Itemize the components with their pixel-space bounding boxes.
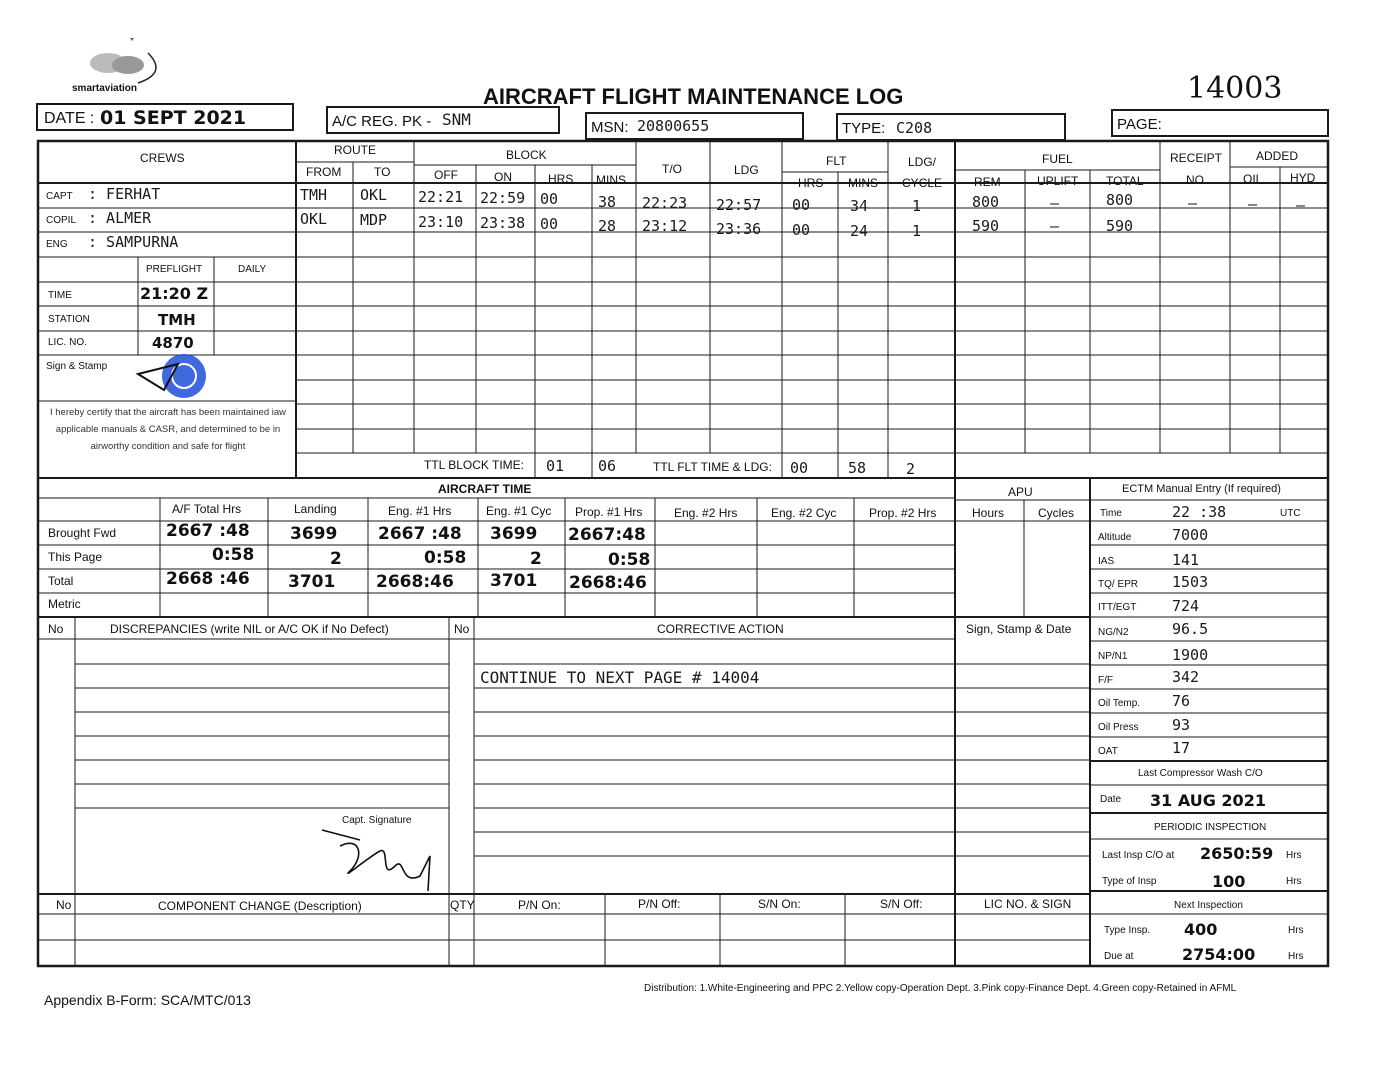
lic-label: LIC. NO. xyxy=(48,337,87,348)
bf-eng1-cyc: 3699 xyxy=(490,524,538,544)
route-header: ROUTE xyxy=(334,143,376,157)
type-insp-label: Type of Insp xyxy=(1102,876,1157,887)
flt-hrs-header: HRS xyxy=(798,176,824,190)
ttl-block-label: TTL BLOCK TIME: xyxy=(424,458,525,472)
ectm-time-value: 22 :38 xyxy=(1172,503,1227,521)
row1-uplift: – xyxy=(1050,194,1060,212)
next-type-hrs: Hrs xyxy=(1288,925,1304,936)
preflight-label: PREFLIGHT xyxy=(146,264,203,275)
type-label: TYPE: xyxy=(842,120,886,137)
eng-name: : SAMPURNA xyxy=(88,233,179,251)
block-header: BLOCK xyxy=(506,148,547,162)
row1-from: TMH xyxy=(300,186,328,204)
oil-header: OIL xyxy=(1243,172,1263,186)
comp-desc-header: COMPONENT CHANGE (Description) xyxy=(158,899,362,913)
row1-ldg: 22:57 xyxy=(716,196,762,214)
row2-total: 590 xyxy=(1106,217,1134,235)
row1-flt-hrs: 00 xyxy=(792,196,811,214)
tot-prop1-hrs: 2668:46 xyxy=(569,573,647,593)
sign-stamp-label: Sign & Stamp xyxy=(46,361,108,372)
row1-to: OKL xyxy=(360,186,388,204)
ectm-oiltemp-label: Oil Temp. xyxy=(1098,698,1141,709)
periodic-label: PERIODIC INSPECTION xyxy=(1154,822,1267,833)
to-header: TO xyxy=(374,165,391,179)
time-label: TIME xyxy=(48,290,72,301)
row1-on: 22:59 xyxy=(480,189,526,207)
sn-off-header: S/N Off: xyxy=(880,897,923,911)
lic-sign-header: LIC NO. & SIGN xyxy=(984,897,1072,911)
corr-no-header: No xyxy=(454,622,470,636)
comp-no-header: No xyxy=(56,898,72,912)
capt-signature-label: Capt. Signature xyxy=(342,815,412,826)
next-inspection-label: Next Inspection xyxy=(1174,900,1243,911)
ectm-ng-value: 96.5 xyxy=(1172,620,1209,638)
ectm-ias-value: 141 xyxy=(1172,551,1200,569)
corrective-header: CORRECTIVE ACTION xyxy=(657,622,784,636)
disc-no-header: No xyxy=(48,622,64,636)
total-header: TOTAL xyxy=(1106,174,1144,188)
ectm-alt-label: Altitude xyxy=(1098,532,1132,543)
capt-label: CAPT xyxy=(46,191,73,202)
ttl-flt-hrs: 00 xyxy=(790,459,809,477)
total-label: Total xyxy=(48,574,74,588)
last-insp-hrs: Hrs xyxy=(1286,850,1302,861)
capt-name: : FERHAT xyxy=(88,185,161,203)
tp-eng1-cyc: 2 xyxy=(530,549,542,569)
daily-label: DAILY xyxy=(238,264,267,275)
row2-ldg: 23:36 xyxy=(716,220,762,238)
disc-header: DISCREPANCIES (write NIL or A/C OK if No Defect) xyxy=(110,622,389,636)
last-insp-label: Last Insp C/O at xyxy=(1102,850,1175,861)
reg-label: A/C REG. PK - xyxy=(332,113,432,130)
uplift-header: UPLIFT xyxy=(1037,174,1079,188)
col-eng2-cyc: Eng. #2 Cyc xyxy=(771,506,837,520)
capt-signature-icon xyxy=(320,826,450,901)
serial-number: 14003 xyxy=(1187,71,1283,106)
ectm-tq-label: TQ/ EPR xyxy=(1098,579,1139,590)
ectm-ng-label: NG/N2 xyxy=(1098,627,1129,638)
ttl-block-mins: 06 xyxy=(598,457,617,475)
off-header: OFF xyxy=(434,168,458,182)
ttl-ldg: 2 xyxy=(906,460,916,478)
row1-takeoff: 22:23 xyxy=(642,194,688,212)
crews-header: CREWS xyxy=(140,151,185,165)
receipt-no-header: NO xyxy=(1186,173,1204,187)
ectm-ff-value: 342 xyxy=(1172,668,1200,686)
eng-label: ENG xyxy=(46,239,68,250)
row1-off: 22:21 xyxy=(418,188,464,206)
corrective-action-text: CONTINUE TO NEXT PAGE # 14004 xyxy=(480,668,760,687)
ectm-alt-value: 7000 xyxy=(1172,526,1209,544)
row2-mins: 28 xyxy=(598,217,617,235)
col-prop1-hrs: Prop. #1 Hrs xyxy=(575,505,643,519)
row2-off: 23:10 xyxy=(418,213,464,231)
logo-text: smartaviation xyxy=(72,83,138,94)
row2-flt-hrs: 00 xyxy=(792,221,811,239)
flt-mins-header: MINS xyxy=(848,176,878,190)
row2-flt-mins: 24 xyxy=(850,222,869,240)
bf-eng1-hrs: 2667 :48 xyxy=(378,524,462,544)
certify-text: I hereby certify that the aircraft has been maintained iaw applicable manuals & CASR, and determined to be in airworthy condition and safe for flight xyxy=(49,407,287,452)
from-header: FROM xyxy=(306,165,342,179)
date-value: 01 SEPT 2021 xyxy=(100,107,247,129)
row1-oil: – xyxy=(1248,195,1258,213)
bf-landing: 3699 xyxy=(290,524,338,544)
row2-rem: 590 xyxy=(972,217,1000,235)
station-label: STATION xyxy=(48,314,90,325)
col-eng1-cyc: Eng. #1 Cyc xyxy=(486,504,552,518)
row2-cycle: 1 xyxy=(912,222,922,240)
row2-uplift: – xyxy=(1050,217,1060,235)
tot-landing: 3701 xyxy=(288,572,336,592)
type-insp-hrs: Hrs xyxy=(1286,876,1302,887)
tp-landing: 2 xyxy=(330,549,342,569)
row1-rem: 800 xyxy=(972,193,1000,211)
ectm-itt-label: ITT/EGT xyxy=(1098,602,1137,613)
ttl-flt-label: TTL FLT TIME & LDG: xyxy=(653,460,772,474)
stamp-icon xyxy=(134,352,224,405)
msn-label: MSN: xyxy=(591,119,629,136)
hyd-header: HYD xyxy=(1290,171,1316,185)
flt-header: FLT xyxy=(826,154,847,168)
row1-flt-mins: 34 xyxy=(850,197,869,215)
ectm-oat-value: 17 xyxy=(1172,739,1191,757)
comp-qty-header: QTY xyxy=(450,898,475,912)
compressor-label: Last Compressor Wash C/O xyxy=(1138,768,1263,779)
due-label: Due at xyxy=(1104,951,1134,962)
brought-fwd-label: Brought Fwd xyxy=(48,526,117,540)
pn-off-header: P/N Off: xyxy=(638,897,681,911)
col-landing: Landing xyxy=(294,502,337,516)
hrs-header: HRS xyxy=(548,172,574,186)
tp-af-total: 0:58 xyxy=(212,545,255,565)
compressor-date-label: Date xyxy=(1100,794,1122,805)
ectm-oat-label: OAT xyxy=(1098,746,1118,757)
ttl-block-hrs: 01 xyxy=(546,457,565,475)
station-value: TMH xyxy=(158,311,196,329)
ldg-header: LDG xyxy=(734,163,759,177)
ldg-cycle-header: LDG/ CYCLE xyxy=(901,155,942,190)
row1-cycle: 1 xyxy=(912,197,922,215)
msn-value: 20800655 xyxy=(637,117,710,135)
row2-takeoff: 23:12 xyxy=(642,217,688,235)
tot-eng1-cyc: 3701 xyxy=(490,571,538,591)
row1-total: 800 xyxy=(1106,191,1134,209)
type-insp-value: 100 xyxy=(1212,872,1246,891)
ectm-ff-label: F/F xyxy=(1098,675,1113,686)
rem-header: REM xyxy=(974,175,1001,189)
row2-on: 23:38 xyxy=(480,214,526,232)
row1-hyd: – xyxy=(1296,196,1306,214)
metric-label: Metric xyxy=(48,597,81,611)
receipt-header: RECEIPT xyxy=(1170,151,1223,165)
takeoff-header: T/O xyxy=(662,162,682,176)
on-header: ON xyxy=(494,170,512,184)
page-title: AIRCRAFT FLIGHT MAINTENANCE LOG xyxy=(483,84,904,109)
lic-value: 4870 xyxy=(152,334,194,352)
pn-on-header: P/N On: xyxy=(518,898,561,912)
due-hrs: Hrs xyxy=(1288,951,1304,962)
tp-prop1-hrs: 0:58 xyxy=(608,550,651,570)
fuel-header: FUEL xyxy=(1042,152,1073,166)
page-label: PAGE: xyxy=(1117,116,1162,133)
col-eng2-hrs: Eng. #2 Hrs xyxy=(674,506,738,520)
sign-stamp-date-header: Sign, Stamp & Date xyxy=(966,622,1072,636)
added-header: ADDED xyxy=(1256,149,1299,163)
tp-eng1-hrs: 0:58 xyxy=(424,548,467,568)
reg-value: SNM xyxy=(442,110,471,129)
copil-label: COPIL xyxy=(46,215,77,226)
tot-af-total: 2668 :46 xyxy=(166,569,250,589)
ectm-header: ECTM Manual Entry (If required) xyxy=(1122,483,1281,495)
row1-hrs: 00 xyxy=(540,190,559,208)
next-type-value: 400 xyxy=(1184,920,1218,939)
col-eng1-hrs: Eng. #1 Hrs xyxy=(388,504,452,518)
ectm-np-label: NP/N1 xyxy=(1098,651,1128,662)
tot-eng1-hrs: 2668:46 xyxy=(376,572,454,592)
next-type-label: Type Insp. xyxy=(1104,925,1151,936)
apu-hours: Hours xyxy=(972,506,1005,520)
last-insp-value: 2650:59 xyxy=(1200,844,1274,863)
ectm-time-label: Time xyxy=(1100,508,1122,519)
ectm-np-value: 1900 xyxy=(1172,646,1209,664)
date-label: DATE : xyxy=(44,110,95,127)
compressor-date-value: 31 AUG 2021 xyxy=(1150,791,1266,810)
ectm-oiltemp-value: 76 xyxy=(1172,692,1191,710)
ectm-tq-value: 1503 xyxy=(1172,573,1209,591)
bf-prop1-hrs: 2667:48 xyxy=(568,525,646,545)
ttl-flt-mins: 58 xyxy=(848,459,867,477)
ectm-itt-value: 724 xyxy=(1172,597,1200,615)
appendix-label: Appendix B-Form: SCA/MTC/013 xyxy=(44,992,251,1008)
bf-af-total: 2667 :48 xyxy=(166,521,250,541)
ectm-utc: UTC xyxy=(1280,508,1301,519)
sn-on-header: S/N On: xyxy=(758,897,801,911)
copil-name: : ALMER xyxy=(88,209,152,227)
row1-receipt: – xyxy=(1188,194,1198,212)
distribution-note: Distribution: 1.White-Engineering and PPC 2.Yellow copy-Operation Dept. 3.Pink copy-Finance Dept. 4.Green copy-Retained in AFML xyxy=(644,983,1237,994)
col-prop2-hrs: Prop. #2 Hrs xyxy=(869,506,937,520)
row2-to: MDP xyxy=(360,211,388,229)
ectm-oilpress-value: 93 xyxy=(1172,716,1191,734)
due-value: 2754:00 xyxy=(1182,945,1256,964)
col-af-total: A/F Total Hrs xyxy=(172,502,242,516)
preflight-time: 21:20 Z xyxy=(140,284,209,303)
svg-text:*: * xyxy=(130,38,134,47)
row2-hrs: 00 xyxy=(540,215,559,233)
row1-mins: 38 xyxy=(598,193,617,211)
ectm-ias-label: IAS xyxy=(1098,556,1115,567)
aircraft-time-header: AIRCRAFT TIME xyxy=(438,482,532,496)
apu-cycles: Cycles xyxy=(1038,506,1075,520)
ectm-oilpress-label: Oil Press xyxy=(1098,722,1139,733)
row2-from: OKL xyxy=(300,210,328,228)
this-page-label: This Page xyxy=(48,550,103,564)
apu-header: APU xyxy=(1008,485,1033,499)
type-value: C208 xyxy=(896,119,933,137)
mins-header: MINS xyxy=(596,173,626,187)
